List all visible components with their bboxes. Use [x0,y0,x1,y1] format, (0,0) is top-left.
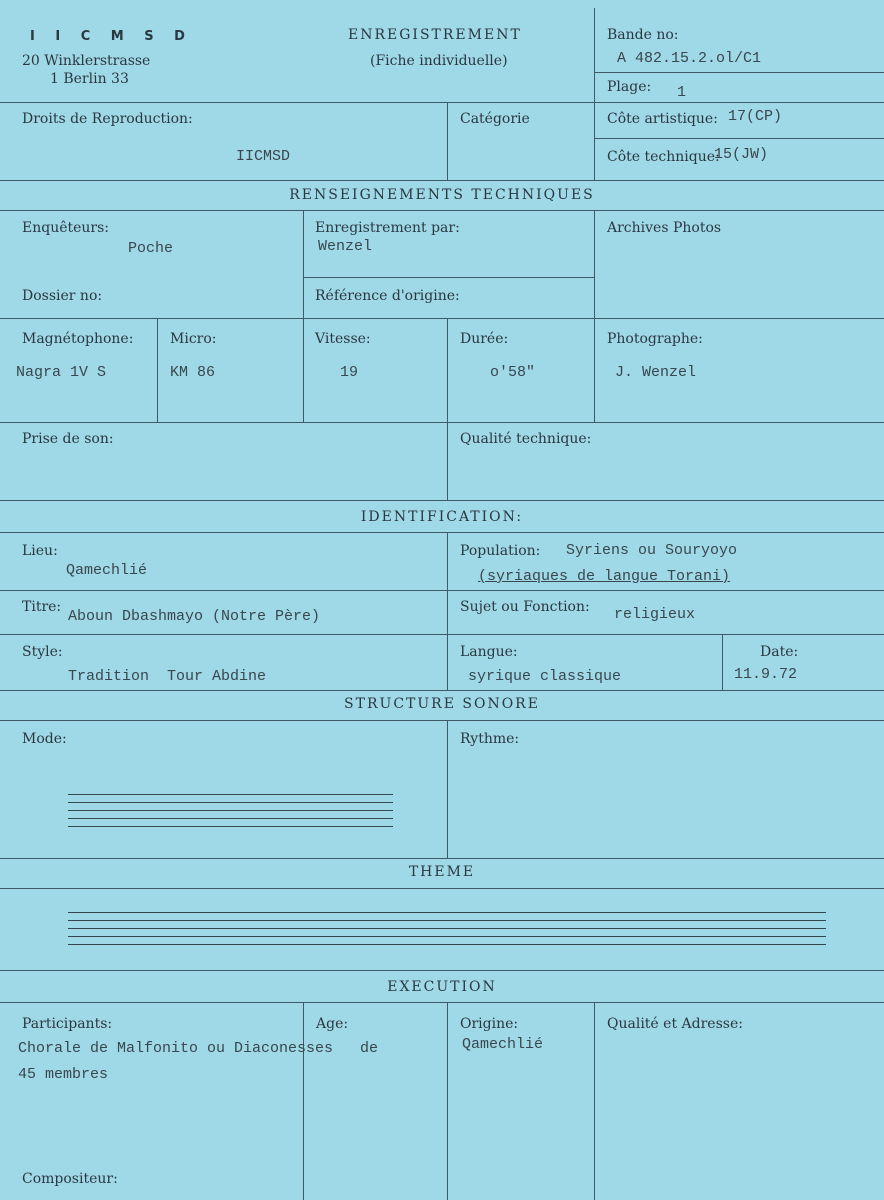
staff-line [68,794,393,795]
categorie-label: Catégorie [460,111,530,127]
divider [0,590,884,591]
cote-artistique-label: Côte artistique: [607,111,718,127]
divider [303,277,594,278]
staff-line [68,920,826,921]
divider [0,690,884,691]
divider [722,634,723,690]
style-label: Style: [22,644,63,660]
langue-value: syrique classique [468,668,622,685]
divider [303,210,304,422]
prise-de-son-label: Prise de son: [22,431,114,447]
photographe-label: Photographe: [607,331,703,347]
staff-line [68,944,826,945]
divider [0,180,884,181]
divider [447,1002,448,1200]
style-value: Tradition Tour Abdine [68,668,267,685]
divider [0,500,884,501]
staff-line [68,936,826,937]
plage-value: 1 [677,84,687,101]
bande-label: Bande no: [607,27,679,43]
compositeur-label: Compositeur: [22,1171,118,1187]
sujet-value: religieux [614,606,696,623]
enqueteurs-value: Poche [128,240,174,257]
divider [0,888,884,889]
divider [447,422,448,500]
form-subtitle: (Fiche individuelle) [370,53,508,69]
plage-label: Plage: [607,79,652,95]
cote-artistique-value: 17(CP) [728,108,783,125]
population-value-1: Syriens ou Souryoyo [566,542,738,559]
participants-line-1: Chorale de Malfonito ou Diaconesses de [18,1040,379,1057]
staff-line [68,928,826,929]
divider [594,210,595,422]
divider [447,102,448,180]
rythme-label: Rythme: [460,731,520,747]
divider [447,532,448,690]
population-value-2: (syriaques de langue Torani) [478,568,731,585]
mode-label: Mode: [22,731,67,747]
date-label: Date: [760,644,799,660]
org-street: 20 Winklerstrasse [22,53,151,69]
cote-technique-label: Côte technique: [607,149,720,165]
duree-value: o'58" [490,364,536,381]
divider [0,634,884,635]
droits-label: Droits de Reproduction: [22,111,193,127]
divider [0,720,884,721]
langue-label: Langue: [460,644,518,660]
vitesse-label: Vitesse: [315,331,371,347]
sujet-label: Sujet ou Fonction: [460,599,590,615]
reference-label: Référence d'origine: [315,288,460,304]
divider [447,318,448,422]
magnetophone-value: Nagra 1V S [16,364,107,381]
vitesse-value: 19 [340,364,359,381]
enregistrement-par-label: Enregistrement par: [315,220,460,236]
enregistrement-par-value: Wenzel [318,238,373,255]
population-label: Population: [460,543,541,559]
section-structure-header: STRUCTURE SONORE [344,696,540,712]
divider [157,318,158,422]
staff-line [68,826,393,827]
enqueteurs-label: Enquêteurs: [22,220,110,236]
archives-photos-label: Archives Photos [607,220,722,236]
date-value: 11.9.72 [734,666,798,683]
org-city: 1 Berlin 33 [50,71,129,87]
duree-label: Durée: [460,331,509,347]
dossier-label: Dossier no: [22,288,103,304]
droits-value: IICMSD [236,148,291,165]
origine-value: Qamechlié [462,1036,544,1053]
divider [594,138,884,139]
org-logo: I I C M S D [30,29,193,44]
qualite-technique-label: Qualité technique: [460,431,592,447]
section-execution-header: EXECUTION [387,979,497,995]
section-tech-header: RENSEIGNEMENTS TECHNIQUES [289,187,595,203]
form-title: ENREGISTREMENT [348,27,522,43]
divider [594,72,884,73]
photographe-value: J. Wenzel [615,364,697,381]
origine-label: Origine: [460,1016,519,1032]
divider [0,210,884,211]
staff-line [68,912,826,913]
bande-value: A 482.15.2.ol/C1 [617,50,762,67]
divider [303,1002,304,1200]
divider [594,1002,595,1200]
divider [0,970,884,971]
staff-line [68,810,393,811]
magnetophone-label: Magnétophone: [22,331,134,347]
lieu-label: Lieu: [22,543,58,559]
micro-value: KM 86 [170,364,216,381]
titre-value: Aboun Dbashmayo (Notre Père) [68,608,321,625]
section-theme-header: THEME [408,864,476,880]
participants-label: Participants: [22,1016,113,1032]
staff-line [68,818,393,819]
lieu-value: Qamechlié [66,562,148,579]
staff-line [68,802,393,803]
divider [0,318,884,319]
divider [594,8,595,180]
micro-label: Micro: [170,331,217,347]
divider [0,422,884,423]
age-label: Age: [316,1016,349,1032]
participants-line-2: 45 membres [18,1066,109,1083]
titre-label: Titre: [22,599,62,615]
qualite-adresse-label: Qualité et Adresse: [607,1016,743,1032]
divider [0,532,884,533]
section-ident-header: IDENTIFICATION: [360,509,524,525]
divider [0,858,884,859]
cote-technique-value: 15(JW) [714,146,769,163]
divider [0,102,884,103]
divider [447,720,448,858]
divider [0,1002,884,1003]
